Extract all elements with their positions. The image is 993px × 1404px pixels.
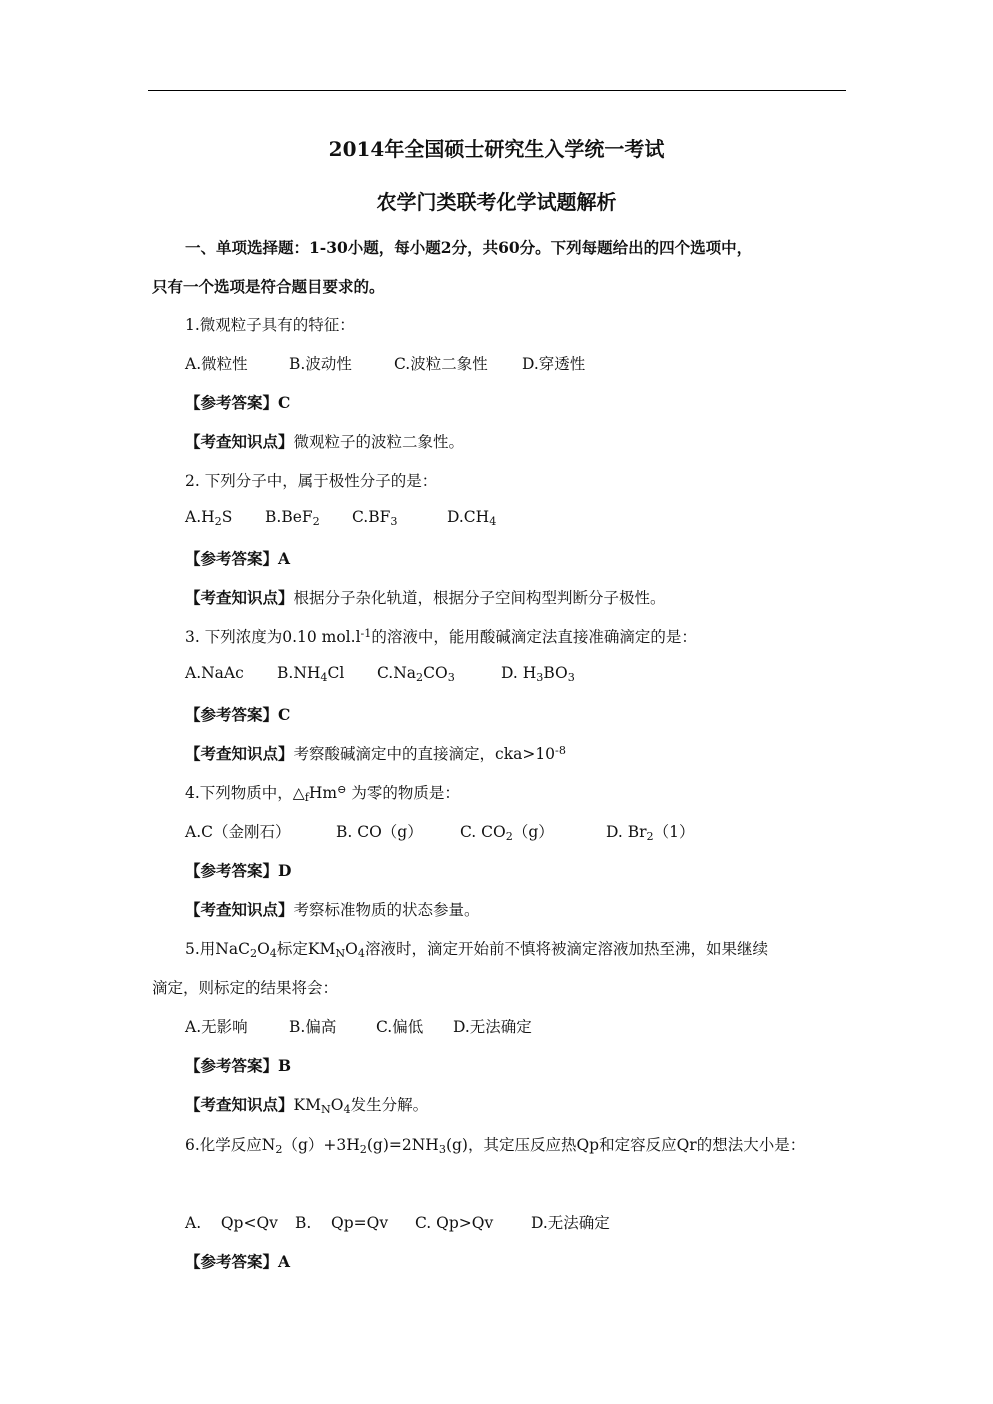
question-3-stem: 3. 下列浓度为0.10 $mol.l^{-1}$的溶液中，能用酸碱滴定法直接准确滴定的是： [185, 626, 697, 646]
question-6-stem: 6.化学反应$N_2(g)+3H_2(g)=2NH_3(g)$，其定压反应热Qp和定容反应Qr的想法大小是： [185, 1136, 806, 1156]
question-3-options [185, 664, 575, 682]
knowledge-label: 【考查知识点】 [185, 900, 294, 919]
header-rule [148, 90, 846, 91]
q5-option-d: D.无法确定 [453, 1018, 532, 1036]
q2-option-a: $A.H_2S$ [185, 508, 233, 528]
q6-option-a: A. Qp<Qv [185, 1214, 278, 1232]
question-4-options [185, 820, 695, 842]
question-4-knowledge [185, 898, 480, 920]
knowledge-label: 【考查知识点】 [185, 588, 294, 607]
knowledge-text: 考察酸碱滴定中的直接滴定，$cka>10^{-8}$ [293, 743, 566, 763]
knowledge-text: 考察标准物质的状态参量。 [293, 901, 480, 919]
q1-option-a: A.微粒性 [185, 355, 248, 373]
question-2-answer [185, 547, 290, 569]
answer-label: 【参考答案】 [185, 393, 279, 412]
q6-option-b: B. Qp=Qv [295, 1214, 389, 1232]
q2-option-d: $D.CH_4$ [447, 508, 497, 528]
knowledge-label: 【考查知识点】 [185, 744, 294, 763]
question-3-knowledge [185, 742, 566, 764]
answer-value: C [278, 705, 291, 724]
section-heading-cont: 只有一个选项是符合题目要求的。 [152, 277, 385, 296]
q4-option-a: A.C（金刚石） [185, 823, 291, 841]
knowledge-label: 【考查知识点】 [185, 432, 294, 451]
q4-option-b: B. CO（g） [336, 823, 423, 841]
q5-option-b: B.偏高 [289, 1018, 337, 1036]
page-title: 2014年全国硕士研究生入学统一考试 [328, 137, 665, 161]
question-6-answer [185, 1250, 290, 1272]
question-2-knowledge [185, 586, 666, 608]
q4-option-d: D. $Br_2(1)$ [606, 823, 695, 843]
knowledge-text: $KM_NO_4$发生分解。 [293, 1096, 429, 1116]
question-5-options [185, 1015, 532, 1037]
question-1-options [185, 352, 585, 374]
answer-value: A [278, 549, 291, 568]
question-3-answer [185, 703, 290, 725]
q1-option-c: C.波粒二象性 [394, 355, 488, 373]
question-5-stem-cont: 滴定，则标定的结果将会： [152, 979, 339, 997]
q2-option-c: $C.BF_3$ [352, 508, 398, 528]
knowledge-text: 根据分子杂化轨道，根据分子空间构型判断分子极性。 [293, 589, 666, 607]
q4-option-c: C. $CO_2(g)$ [460, 823, 554, 843]
question-4-stem: 4.下列物质中，$\triangle_fHm^⊖$ 为零的物质是： [185, 782, 460, 804]
question-1-stem: 1.微观粒子具有的特征： [185, 316, 355, 334]
question-6-options [185, 1211, 610, 1233]
q5-option-c: C.偏低 [376, 1018, 424, 1036]
section-heading: 一、单项选择题：1-30小题，每小题2分，共60分。下列每题给出的四个选项中， [185, 238, 753, 257]
q1-option-d: D.穿透性 [522, 355, 586, 373]
knowledge-label: 【考查知识点】 [185, 1095, 294, 1114]
question-2-options [185, 508, 496, 526]
question-1-knowledge [185, 430, 464, 452]
answer-value: B [278, 1056, 292, 1075]
q3-option-c: $C.Na_2CO_3$ [377, 664, 455, 684]
q6-option-c: C. Qp>Qv [415, 1214, 494, 1232]
question-5-answer [185, 1054, 291, 1076]
answer-value: C [278, 393, 291, 412]
answer-label: 【参考答案】 [185, 705, 279, 724]
q1-option-b: B.波动性 [289, 355, 352, 373]
question-5-knowledge [185, 1093, 428, 1115]
answer-label: 【参考答案】 [185, 549, 279, 568]
q5-option-a: A.无影响 [185, 1018, 248, 1036]
question-2-stem: 2. 下列分子中，属于极性分子的是： [185, 472, 438, 490]
question-5-stem: 5.用$NaC_2O_4$标定$KM_NO_4$溶液时，滴定开始前不慎将被滴定溶液加热至沸，如果继续 [185, 940, 768, 960]
q3-option-d: D. $H_3BO_3$ [501, 664, 575, 684]
q2-option-b: B.BeF$_2$ [265, 508, 320, 528]
question-4-answer [185, 859, 291, 881]
question-1-answer [185, 391, 290, 413]
answer-label: 【参考答案】 [185, 861, 279, 880]
q6-option-d: D.无法确定 [531, 1214, 610, 1232]
q3-option-a: A.NaAc [185, 664, 244, 682]
answer-label: 【参考答案】 [185, 1056, 279, 1075]
answer-value: A [278, 1252, 291, 1271]
answer-label: 【参考答案】 [185, 1252, 279, 1271]
page-subtitle: 农学门类联考化学试题解析 [376, 190, 617, 214]
q3-option-b: $B.NH_4Cl$ [277, 664, 345, 684]
knowledge-text: 微观粒子的波粒二象性。 [293, 433, 465, 451]
answer-value: D [278, 861, 292, 880]
